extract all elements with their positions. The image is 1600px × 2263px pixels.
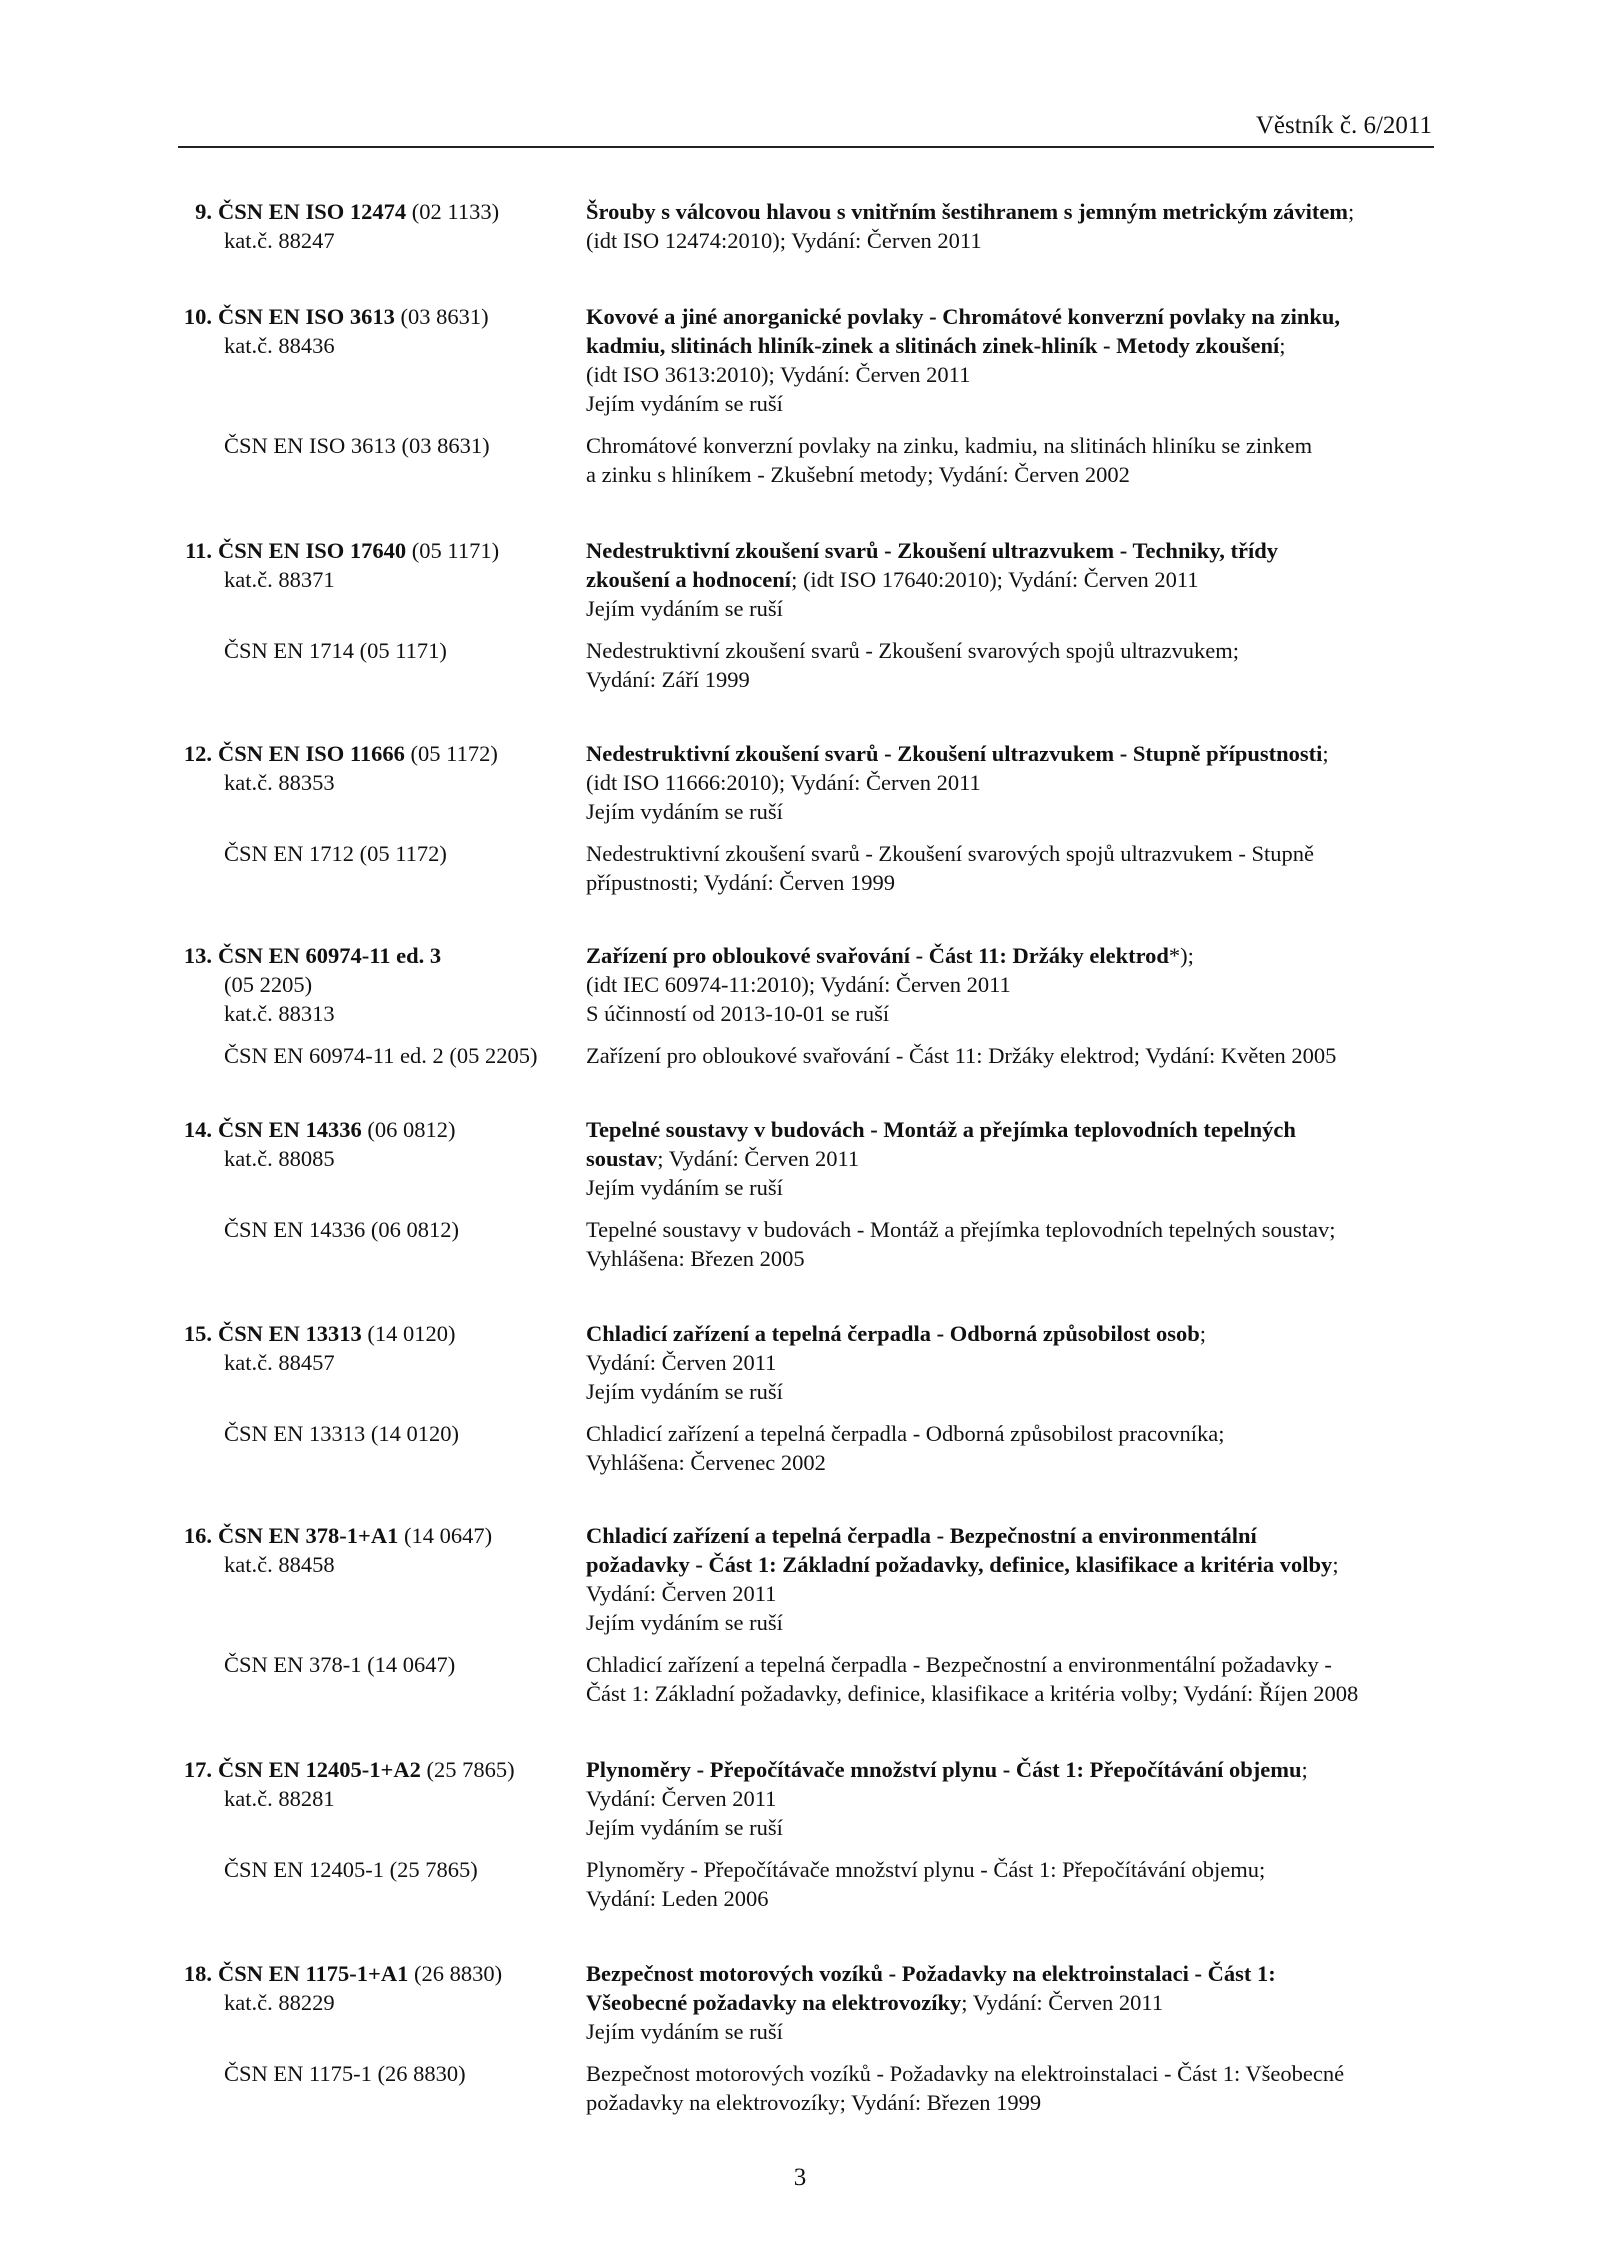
description-line (586, 1144, 1436, 1173)
standard-class-number: (05 1171) (406, 538, 500, 563)
standard-code-line (183, 1115, 578, 1144)
page-header (178, 110, 1434, 148)
replaced-standard-identifier (218, 1650, 578, 1679)
description-text: *); (1168, 943, 1194, 968)
replaced-standard-identifier (218, 431, 578, 460)
description-line (586, 594, 1436, 623)
description-line: přípustnosti; Vydání: Červen 1999 (586, 870, 895, 895)
standard-title: Zařízení pro obloukové svařování - Část 11: Držáky elektrod (586, 943, 1169, 968)
description-line (586, 536, 1436, 565)
catalog-number: kat.č. 88458 (224, 1552, 335, 1577)
description-line: požadavky na elektrovozíky; Vydání: Březen 1999 (586, 2090, 1042, 2115)
standard-class-number: (03 8631) (394, 304, 489, 329)
description-line (586, 999, 1436, 1028)
standard-title: Všeobecné požadavky na elektrovozíky (586, 1990, 962, 2015)
description-line (586, 941, 1436, 970)
standard-code: ČSN EN 1175-1+A1 (218, 1961, 409, 1986)
new-standard-row (0, 1959, 1600, 2046)
standard-entry (0, 1959, 1600, 2117)
new-standard-row (0, 197, 1600, 255)
standard-identifier (183, 1319, 578, 1377)
description-line (586, 970, 1436, 999)
standard-title: Šrouby s válcovou hlavou s vnitřním šestihranem s jemným metrickým závitem (586, 199, 1349, 224)
replaced-standard-row (0, 431, 1600, 489)
standard-description (586, 1959, 1436, 2046)
catalog-number: kat.č. 88313 (224, 1001, 335, 1026)
description-line (586, 1608, 1436, 1637)
standard-entry (0, 1755, 1600, 1913)
replaced-standard-code: ČSN EN 14336 (06 0812) (224, 1217, 459, 1242)
description-text: (idt IEC 60974-11:2010); Vydání: Červen 2011 (586, 972, 1011, 997)
standard-description (586, 1521, 1436, 1637)
catalog-number: kat.č. 88436 (224, 333, 335, 358)
standard-title: požadavky - Část 1: Základní požadavky, definice, klasifikace a kritéria volby (586, 1552, 1333, 1577)
entry-number: 13. (183, 943, 212, 968)
catalog-number: kat.č. 88229 (224, 1990, 335, 2015)
replaced-standard-identifier (218, 1855, 578, 1884)
replaced-standard-description (586, 1855, 1436, 1913)
description-line (586, 360, 1436, 389)
standard-description (586, 739, 1436, 826)
standard-description (586, 536, 1436, 623)
standard-title: Plynoměry - Přepočítávače množství plynu - Část 1: Přepočítávání objemu (586, 1757, 1302, 1782)
replaced-standard-row (0, 1041, 1600, 1070)
standard-code-line (195, 197, 578, 226)
standard-code: ČSN EN 14336 (218, 1117, 362, 1142)
description-text: ; (1348, 199, 1355, 224)
description-text: ; (idt ISO 17640:2010); Vydání: Červen 2011 (791, 567, 1199, 592)
description-line (586, 1755, 1436, 1784)
replaced-standard-identifier (218, 636, 578, 665)
standard-code-line (183, 1755, 578, 1784)
replaced-standard-code: ČSN EN 13313 (14 0120) (224, 1421, 459, 1446)
description-line: Chladicí zařízení a tepelná čerpadla - Odborná způsobilost pracovníka; (586, 1421, 1225, 1446)
entry-number: 18. (183, 1961, 212, 1986)
description-line (586, 1813, 1436, 1842)
standard-description (586, 1755, 1436, 1842)
description-line: Vyhlášena: Březen 2005 (586, 1246, 805, 1271)
standard-code: ČSN EN 60974-11 ed. 3 (218, 943, 442, 968)
standard-description (586, 1115, 1436, 1202)
description-line (586, 331, 1436, 360)
description-text: ; (1301, 1757, 1308, 1782)
standard-code-line (183, 941, 578, 970)
replaced-standard-description (586, 839, 1436, 897)
catalog-number: kat.č. 88457 (224, 1350, 335, 1375)
standard-identifier (185, 536, 578, 594)
description-line: Vydání: Leden 2006 (586, 1886, 769, 1911)
description-text: Jejím vydáním se ruší (586, 1175, 783, 1200)
standard-identifier (183, 1755, 578, 1813)
new-standard-row (0, 1115, 1600, 1202)
standard-code-line (183, 1319, 578, 1348)
standard-entry (0, 1319, 1600, 1477)
standard-class-number: (14 0120) (361, 1321, 456, 1346)
standard-code: ČSN EN ISO 11666 (218, 741, 405, 766)
description-text: Jejím vydáním se ruší (586, 1379, 783, 1404)
standard-class-number: (02 1133) (406, 199, 500, 224)
description-line (586, 1173, 1436, 1202)
entry-number: 15. (183, 1321, 212, 1346)
standard-entry (0, 197, 1600, 255)
description-text: Jejím vydáním se ruší (586, 2019, 783, 2044)
description-text: (idt ISO 11666:2010); Vydání: Červen 2011 (586, 770, 981, 795)
description-text: ; Vydání: Červen 2011 (961, 1990, 1164, 2015)
replaced-standard-identifier (218, 1419, 578, 1448)
standard-description (586, 1319, 1436, 1406)
entry-number: 12. (183, 741, 212, 766)
replaced-standard-description (586, 1419, 1436, 1477)
catalog-number: kat.č. 88247 (224, 228, 335, 253)
standard-code: ČSN EN 12405-1+A2 (218, 1757, 421, 1782)
description-text: Jejím vydáním se ruší (586, 799, 783, 824)
standard-class-number: (25 7865) (420, 1757, 515, 1782)
replaced-standard-description (586, 1041, 1436, 1070)
description-line (586, 1319, 1436, 1348)
standard-entry (0, 1521, 1600, 1708)
standard-title: kadmiu, slitinách hliník-zinek a slitinách zinek-hliník - Metody zkoušení (586, 333, 1280, 358)
description-line (586, 739, 1436, 768)
description-text: Vydání: Červen 2011 (586, 1581, 777, 1606)
standard-identifier (183, 1959, 578, 2017)
standard-class-number: (26 8830) (408, 1961, 503, 1986)
replaced-standard-description (586, 636, 1436, 694)
replaced-standard-row (0, 1419, 1600, 1477)
new-standard-row (0, 941, 1600, 1028)
description-line (586, 1115, 1436, 1144)
description-line (586, 797, 1436, 826)
replaced-standard-code: ČSN EN ISO 3613 (03 8631) (224, 433, 490, 458)
description-line: Nedestruktivní zkoušení svarů - Zkoušení svarových spojů ultrazvukem - Stupně (586, 841, 1314, 866)
description-line: Chladicí zařízení a tepelná čerpadla - Bezpečnostní a environmentální požadavky - (586, 1652, 1332, 1677)
replaced-standard-code: ČSN EN 1714 (05 1171) (224, 638, 447, 663)
standard-entry (0, 302, 1600, 489)
description-line (586, 768, 1436, 797)
description-text: ; (1199, 1321, 1207, 1346)
standard-code-line (183, 1959, 578, 1988)
standard-identifier (183, 302, 578, 360)
description-line: Část 1: Základní požadavky, definice, klasifikace a kritéria volby; Vydání: Říjen 2008 (586, 1681, 1359, 1706)
page-number: 3 (793, 2164, 807, 2191)
replaced-standard-description (586, 1215, 1436, 1273)
replaced-standard-row (0, 1215, 1600, 1273)
standard-title: Nedestruktivní zkoušení svarů - Zkoušení ultrazvukem - Stupně přípustnosti (586, 741, 1323, 766)
standard-title: soustav (586, 1146, 658, 1171)
catalog-number: kat.č. 88281 (224, 1786, 335, 1811)
replaced-standard-description (586, 431, 1436, 489)
replaced-standard-row (0, 2059, 1600, 2117)
description-line: Plynoměry - Přepočítávače množství plynu - Část 1: Přepočítávání objemu; (586, 1857, 1266, 1882)
new-standard-row (0, 536, 1600, 623)
description-line (586, 1579, 1436, 1608)
new-standard-row (0, 1521, 1600, 1637)
description-line: Zařízení pro obloukové svařování - Část 11: Držáky elektrod; Vydání: Květen 2005 (586, 1043, 1337, 1068)
standard-title: Bezpečnost motorových vozíků - Požadavky na elektroinstalaci - Část 1: (586, 1961, 1276, 1986)
standard-code-line (185, 536, 578, 565)
standard-description (586, 941, 1436, 1028)
replaced-standard-description (586, 2059, 1436, 2117)
standard-identifier (195, 197, 578, 255)
entry-number: 17. (183, 1757, 212, 1782)
replaced-standard-code: ČSN EN 1175-1 (26 8830) (224, 2061, 466, 2086)
description-line (586, 2017, 1436, 2046)
new-standard-row (0, 302, 1600, 418)
standard-code: ČSN EN 13313 (218, 1321, 362, 1346)
catalog-number: kat.č. 88085 (224, 1146, 335, 1171)
description-line: Chromátové konverzní povlaky na zinku, kadmiu, na slitinách hliníku se zinkem (586, 433, 1313, 458)
standard-entry (0, 739, 1600, 897)
replaced-standard-identifier (218, 839, 578, 868)
replaced-standard-identifier (218, 1215, 578, 1244)
description-line: Bezpečnost motorových vozíků - Požadavky na elektroinstalaci - Část 1: Všeobecné (586, 2061, 1345, 2086)
replaced-standard-identifier (218, 1041, 578, 1070)
standard-code-line (183, 1521, 578, 1550)
description-text: (idt ISO 12474:2010); Vydání: Červen 2011 (586, 228, 982, 253)
entry-number: 9. (195, 199, 212, 224)
new-standard-row (0, 1755, 1600, 1842)
new-standard-row (0, 739, 1600, 826)
standard-code: ČSN EN ISO 17640 (218, 538, 407, 563)
description-text: Jejím vydáním se ruší (586, 1610, 783, 1635)
description-line (586, 302, 1436, 331)
new-standard-row (0, 1319, 1600, 1406)
description-line (586, 389, 1436, 418)
description-text: Jejím vydáním se ruší (586, 1815, 783, 1840)
description-line (586, 1521, 1436, 1550)
standard-identifier (183, 739, 578, 797)
standard-code-line (183, 739, 578, 768)
description-line (586, 1348, 1436, 1377)
replaced-standard-code: ČSN EN 1712 (05 1172) (224, 841, 447, 866)
replaced-standard-code: ČSN EN 60974-11 ed. 2 (05 2205) (224, 1043, 538, 1068)
description-line: Vydání: Září 1999 (586, 667, 750, 692)
standard-code: ČSN EN ISO 3613 (218, 304, 395, 329)
description-text: ; (1279, 333, 1286, 358)
replaced-standard-identifier (218, 2059, 578, 2088)
description-text: ; (1322, 741, 1329, 766)
description-line (586, 1377, 1436, 1406)
catalog-number: kat.č. 88371 (224, 567, 335, 592)
standard-title: Chladicí zařízení a tepelná čerpadla - Bezpečnostní a environmentální (586, 1523, 1257, 1548)
description-text: ; Vydání: Červen 2011 (657, 1146, 860, 1171)
entry-number: 16. (183, 1523, 212, 1548)
standard-description (586, 197, 1436, 255)
replaced-standard-code: ČSN EN 378-1 (14 0647) (224, 1652, 456, 1677)
standard-title: Nedestruktivní zkoušení svarů - Zkoušení ultrazvukem - Techniky, třídy (586, 538, 1278, 563)
standard-title: Chladicí zařízení a tepelná čerpadla - Odborná způsobilost osob (586, 1321, 1200, 1346)
standard-code: ČSN EN ISO 12474 (218, 199, 407, 224)
description-line: a zinku s hliníkem - Zkušební metody; Vydání: Červen 2002 (586, 462, 1130, 487)
description-line (586, 1959, 1436, 1988)
description-line: Vyhlášena: Červenec 2002 (586, 1450, 826, 1475)
standard-code: ČSN EN 378-1+A1 (218, 1523, 399, 1548)
standard-identifier (183, 1521, 578, 1579)
catalog-number: kat.č. 88353 (224, 770, 335, 795)
description-text: Jejím vydáním se ruší (586, 596, 783, 621)
standard-title: Tepelné soustavy v budovách - Montáž a přejímka teplovodních tepelných (586, 1117, 1296, 1142)
standard-entry (0, 536, 1600, 694)
replaced-standard-row (0, 636, 1600, 694)
standard-title: zkoušení a hodnocení (586, 567, 792, 592)
standard-description (586, 302, 1436, 418)
description-text: Vydání: Červen 2011 (586, 1350, 777, 1375)
description-text: S účinností od 2013-10-01 se ruší (586, 1001, 890, 1026)
description-line: Tepelné soustavy v budovách - Montáž a přejímka teplovodních tepelných soustav; (586, 1217, 1336, 1242)
replaced-standard-code: ČSN EN 12405-1 (25 7865) (224, 1857, 478, 1882)
description-text: Vydání: Červen 2011 (586, 1786, 777, 1811)
standard-entry (0, 941, 1600, 1070)
replaced-standard-description (586, 1650, 1436, 1708)
description-line (586, 565, 1436, 594)
standard-title: Kovové a jiné anorganické povlaky - Chromátové konverzní povlaky na zinku, (586, 304, 1341, 329)
entry-number: 14. (183, 1117, 212, 1142)
description-line (586, 226, 1436, 255)
description-text: ; (1332, 1552, 1339, 1577)
standard-class-number: (14 0647) (398, 1523, 493, 1548)
description-text: (idt ISO 3613:2010); Vydání: Červen 2011 (586, 362, 971, 387)
replaced-standard-row (0, 1855, 1600, 1913)
description-line (586, 197, 1436, 226)
description-line (586, 1988, 1436, 2017)
journal-title: Věstník č. 6/2011 (1255, 112, 1432, 139)
standard-class-number: (06 0812) (361, 1117, 456, 1142)
standard-code-line (183, 302, 578, 331)
replaced-standard-row (0, 1650, 1600, 1708)
description-line: Nedestruktivní zkoušení svarů - Zkoušení svarových spojů ultrazvukem; (586, 638, 1239, 663)
standard-identifier (183, 941, 578, 1028)
description-line (586, 1550, 1436, 1579)
standard-entry (0, 1115, 1600, 1273)
replaced-standard-row (0, 839, 1600, 897)
entry-number: 11. (185, 538, 212, 563)
standard-class-number: (05 1172) (404, 741, 498, 766)
description-line (586, 1784, 1436, 1813)
description-text: Jejím vydáním se ruší (586, 391, 783, 416)
standard-class-number: (05 2205) (224, 972, 313, 997)
standard-identifier (183, 1115, 578, 1173)
entry-number: 10. (183, 304, 212, 329)
